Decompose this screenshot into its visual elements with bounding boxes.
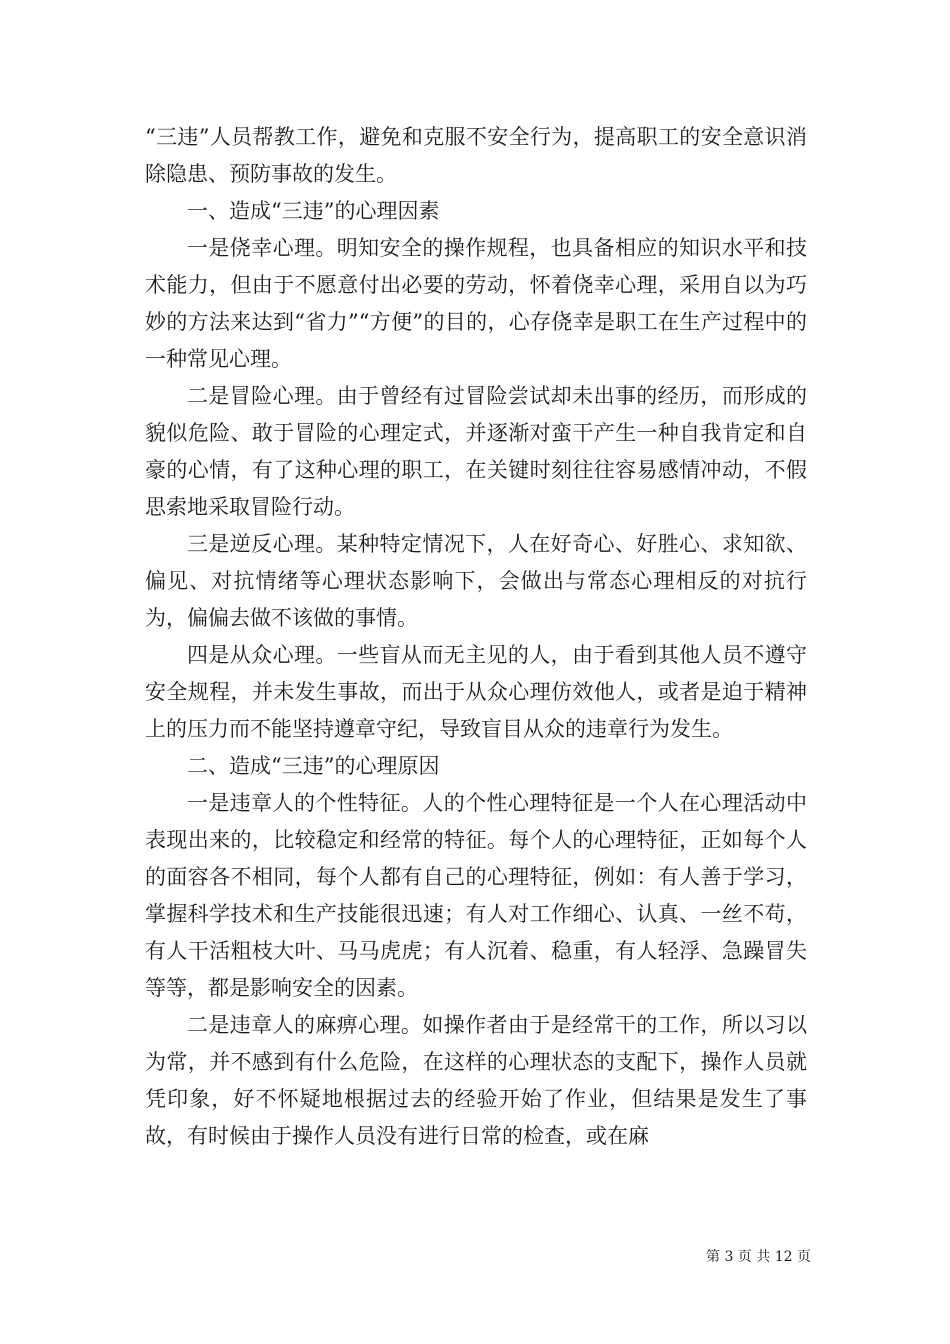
paragraph-luck-mentality: 一是侥幸心理。明知安全的操作规程，也具备相应的知识水平和技术能力，但由于不愿意付出必要的劳动，怀着侥幸心理，采用自以为巧妙的方法来达到“省力”“方便”的目的，心存侥幸是职工在生产过程中的一种常见心理。 <box>145 236 807 371</box>
paragraph-rebellious-mentality: 三是逆反心理。某种特定情况下，人在好奇心、好胜心、求知欲、偏见、对抗情绪等心理状态影响下，会做出与常态心理相反的对抗行为，偏偏去做不该做的事情。 <box>145 532 807 630</box>
paragraph-continuation: “三违”人员帮教工作，避免和克服不安全行为，提高职工的安全意识消除隐患、预防事故的发生。 <box>145 125 807 186</box>
paragraph-complacency-mentality: 二是违章人的麻痹心理。如操作者由于是经常干的工作，所以习以为常，并不感到有什么危险，在这样的心理状态的支配下，操作人员就凭印象，好不怀疑地根据过去的经验开始了作业，但结果是发生了事故，有时候由于操作人员没有进行日常的检查，或在麻 <box>145 1013 807 1148</box>
section-heading-psychological-causes: 二、造成“三违”的心理原因 <box>187 754 440 778</box>
paragraph-conformity-mentality: 四是从众心理。一些盲从而无主见的人，由于看到其他人员不遵守安全规程，并未发生事故，而出于从众心理仿效他人，或者是迫于精神上的压力而不能坚持遵章守纪，导致盲目从众的违章行为发生。 <box>145 643 807 741</box>
paragraph-personality-traits: 一是违章人的个性特征。人的个性心理特征是一个人在心理活动中表现出来的，比较稳定和经常的特征。每个人的心理特征，正如每个人的面容各不相同，每个人都有自己的心理特征，例如：有人善于学习，掌握科学技术和生产技能很迅速；有人对工作细心、认真、一丝不苟，有人干活粗枝大叶、马马虎虎；有人沉着、稳重，有人轻浮、急躁冒失等等，都是影响安全的因素。 <box>145 791 807 1000</box>
section-heading-psychological-factors: 一、造成“三违”的心理因素 <box>187 199 440 223</box>
paragraph-risk-mentality: 二是冒险心理。由于曾经有过冒险尝试却未出事的经历，而形成的貌似危险、敢于冒险的心理定式，并逐渐对蛮干产生一种自我肯定和自豪的心情，有了这种心理的职工，在关键时刻往往容易感情冲动，不假思索地采取冒险行动。 <box>145 384 807 519</box>
page-number: 第 3 页 共 12 页 <box>706 1249 811 1265</box>
document-body <box>145 119 807 1155</box>
